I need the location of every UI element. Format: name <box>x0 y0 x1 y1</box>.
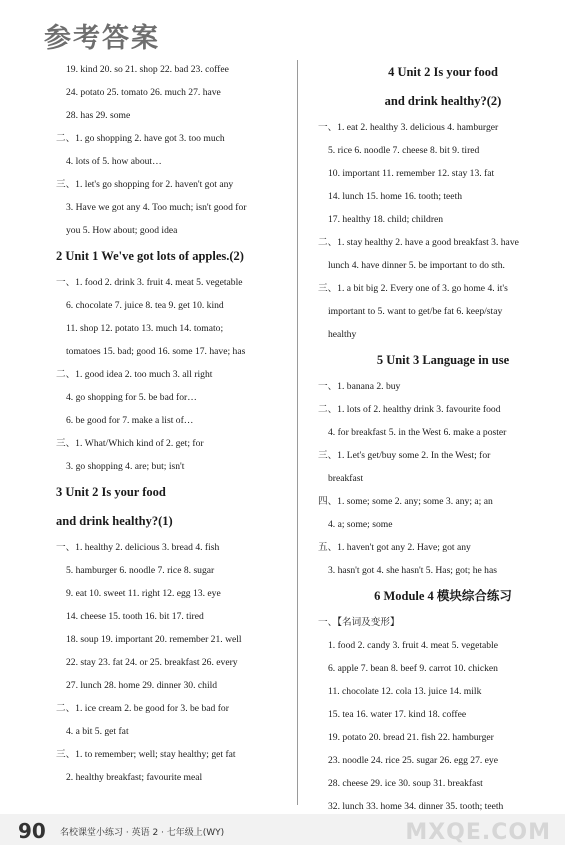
answer-line: 17. healthy 18. child; children <box>328 214 444 225</box>
answer-line: 27. lunch 28. home 29. dinner 30. child <box>66 680 218 691</box>
answer-line: 2. healthy breakfast; favourite meal <box>66 772 203 783</box>
answer-line: healthy <box>328 329 357 340</box>
answer-line: 28. cheese 29. ice 30. soup 31. breakfast <box>328 778 483 789</box>
answer-line: 14. cheese 15. tooth 16. bit 17. tired <box>66 611 204 622</box>
section-heading: 4 Unit 2 Is your food <box>388 65 498 79</box>
answer-line: 4. for breakfast 5. in the West 6. make a poster <box>328 427 507 438</box>
answer-line: 三、1. What/Which kind of 2. get; for <box>56 438 204 449</box>
answer-line: 5. hamburger 6. noodle 7. rice 8. sugar <box>66 565 215 576</box>
answer-line: 6. chocolate 7. juice 8. tea 9. get 10. kind <box>66 300 224 311</box>
answer-line: 五、1. haven't got any 2. Have; got any <box>318 542 471 553</box>
answer-line: 一、1. food 2. drink 3. fruit 4. meat 5. vegetable <box>56 277 243 288</box>
answer-line: 3. go shopping 4. are; but; isn't <box>66 461 185 472</box>
answer-line: 15. tea 16. water 17. kind 18. coffee <box>328 709 467 720</box>
section-heading: and drink healthy?(1) <box>56 514 173 528</box>
page-number: 90 <box>18 819 46 843</box>
answer-line: 一、1. healthy 2. delicious 3. bread 4. fish <box>56 542 220 553</box>
answer-line: 二、1. go shopping 2. have got 3. too much <box>56 133 225 144</box>
answer-line: important to 5. want to get/be fat 6. keep/stay <box>328 306 503 317</box>
answer-line: lunch 4. have dinner 5. be important to do sth. <box>328 260 505 271</box>
answer-line: 14. lunch 15. home 16. tooth; teeth <box>328 191 463 202</box>
answer-line: 32. lunch 33. home 34. dinner 35. tooth; teeth <box>328 801 504 812</box>
answer-line: 4. lots of 5. how about… <box>66 156 162 167</box>
answer-line: 三、1. Let's get/buy some 2. In the West; for <box>318 450 491 461</box>
answer-line: 二、1. good idea 2. too much 3. all right <box>56 369 213 380</box>
answer-line: 三、1. a bit big 2. Every one of 3. go home 4. it's <box>318 283 508 294</box>
answer-line: 3. Have we got any 4. Too much; isn't good for <box>66 202 247 213</box>
section-heading: 2 Unit 1 We've got lots of apples.(2) <box>56 249 244 263</box>
answer-line: 一、【名词及变形】 <box>318 617 400 628</box>
answer-line: 23. noodle 24. rice 25. sugar 26. egg 27. eye <box>328 755 498 766</box>
answer-line: 11. chocolate 12. cola 13. juice 14. milk <box>328 686 482 697</box>
footer-book-title: 名校课堂小练习 · 英语 2 · 七年级上(WY) <box>60 828 225 838</box>
answer-line: 四、1. some; some 2. any; some 3. any; a; an <box>318 496 493 507</box>
answer-line: 10. important 11. remember 12. stay 13. fat <box>328 168 495 179</box>
answer-line: 3. hasn't got 4. she hasn't 5. Has; got; he has <box>328 565 497 576</box>
answer-line: 6. be good for 7. make a list of… <box>66 415 194 426</box>
left-column <box>56 58 306 789</box>
answer-line: 18. soup 19. important 20. remember 21. well <box>66 634 242 645</box>
answer-line: 19. potato 20. bread 21. fish 22. hamburger <box>328 732 494 743</box>
answer-line: 5. rice 6. noodle 7. cheese 8. bit 9. tired <box>328 145 480 156</box>
answer-line: breakfast <box>328 473 364 484</box>
answer-line: you 5. How about; good idea <box>66 225 178 236</box>
section-heading: 6 Module 4 模块综合练习 <box>374 589 512 603</box>
answer-line: 9. eat 10. sweet 11. right 12. egg 13. eye <box>66 588 221 599</box>
answer-line: 三、1. let's go shopping for 2. haven't got any <box>56 179 234 190</box>
answer-line: 11. shop 12. potato 13. much 14. tomato; <box>66 323 224 334</box>
answer-line: 4. go shopping for 5. be bad for… <box>66 392 197 403</box>
watermark: MXQE.COM <box>405 820 551 845</box>
answer-line: tomatoes 15. bad; good 16. some 17. have; has <box>66 346 246 357</box>
answer-line: 4. a bit 5. get fat <box>66 726 129 737</box>
section-heading: 5 Unit 3 Language in use <box>376 353 510 367</box>
answer-line: 一、1. eat 2. healthy 3. delicious 4. hamburger <box>318 122 499 133</box>
answer-line: 22. stay 23. fat 24. or 25. breakfast 26. every <box>66 657 238 668</box>
answer-line: 二、1. lots of 2. healthy drink 3. favourite food <box>318 404 501 415</box>
answer-line: 三、1. to remember; well; stay healthy; get fat <box>56 749 236 760</box>
section-heading: and drink healthy?(2) <box>384 94 502 108</box>
page-title: 参考答案 <box>44 23 160 54</box>
answer-line: 28. has 29. some <box>66 110 131 121</box>
answer-line: 二、1. stay healthy 2. have a good breakfast 3. have <box>318 237 519 248</box>
answer-line: 4. a; some; some <box>328 519 393 530</box>
answer-line: 1. food 2. candy 3. fruit 4. meat 5. vegetable <box>328 640 498 651</box>
answer-line: 19. kind 20. so 21. shop 22. bad 23. coffee <box>66 64 229 75</box>
section-heading: 3 Unit 2 Is your food <box>56 485 166 499</box>
right-column <box>318 58 565 818</box>
answer-line: 一、1. banana 2. buy <box>318 381 401 392</box>
answer-line: 24. potato 25. tomato 26. much 27. have <box>66 87 221 98</box>
page-footer <box>0 814 565 845</box>
answer-line: 6. apple 7. bean 8. beef 9. carrot 10. chicken <box>328 663 498 674</box>
answer-line: 二、1. ice cream 2. be good for 3. be bad for <box>56 703 229 714</box>
page-header <box>0 0 565 58</box>
